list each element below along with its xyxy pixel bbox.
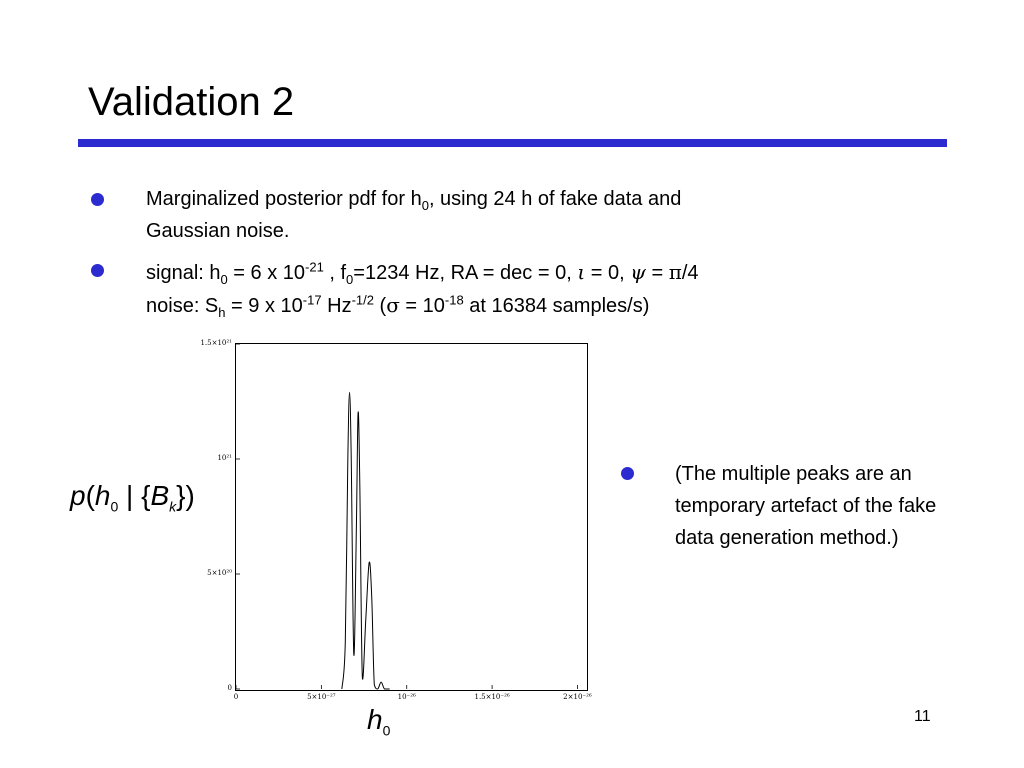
b2-signal-label: signal: h bbox=[146, 262, 221, 284]
b2-signal-exp: -21 bbox=[305, 259, 324, 275]
x-label-h-sub: 0 bbox=[382, 722, 391, 739]
b2-signal-sub: 0 bbox=[220, 272, 228, 287]
b2-f0-sub: 0 bbox=[346, 272, 354, 287]
y-label-p: p bbox=[70, 480, 86, 511]
b2-sigma-exp: -18 bbox=[444, 292, 464, 308]
b1-sub: 0 bbox=[421, 198, 429, 213]
b2-sigma-open: ( bbox=[373, 295, 387, 317]
b2-noise-sub: h bbox=[218, 305, 226, 320]
y-tick-label: 5×10²⁰ bbox=[207, 569, 232, 577]
y-label-B: B bbox=[150, 480, 170, 511]
b1-text-post: , using 24 h of fake data and bbox=[428, 188, 682, 210]
psi-symbol: ψ bbox=[630, 260, 646, 284]
b3-line2: temporary artefact of the fake bbox=[675, 495, 937, 517]
y-tick-label: 10²¹ bbox=[217, 454, 232, 462]
y-label-B-sub: k bbox=[169, 498, 177, 515]
x-tick-label: 10⁻²⁶ bbox=[397, 693, 416, 701]
y-tick-label: 1.5×10²¹ bbox=[200, 339, 232, 347]
x-tick-label: 0 bbox=[233, 693, 239, 701]
pi-symbol: π bbox=[668, 260, 682, 284]
b2-noise-exp: -17 bbox=[302, 292, 322, 308]
x-axis-label bbox=[367, 703, 390, 737]
b1-text-pre: Marginalized posterior pdf for h bbox=[146, 188, 422, 210]
page-number: 11 bbox=[914, 708, 931, 725]
b2-f0-post: =1234 Hz, RA = dec = 0, bbox=[353, 262, 578, 284]
iota-symbol: ι bbox=[577, 260, 586, 284]
b2-noise-unit: Hz bbox=[321, 295, 352, 317]
b2-signal-eq: = 6 x 10 bbox=[227, 262, 306, 284]
x-tick-label: 5×10⁻²⁷ bbox=[307, 693, 336, 701]
b2-pi-post: /4 bbox=[681, 262, 699, 284]
y-label-bar: | { bbox=[118, 480, 151, 511]
b1-line2: Gaussian noise. bbox=[146, 220, 290, 242]
x-tick-label: 2×10⁻²⁶ bbox=[563, 693, 592, 701]
y-label-h: h bbox=[94, 480, 111, 511]
y-label-h-sub: 0 bbox=[110, 498, 119, 515]
b2-noise-unit-exp: -1/2 bbox=[351, 292, 374, 308]
sigma-symbol: σ bbox=[386, 293, 400, 317]
series-line-0 bbox=[342, 392, 390, 689]
y-tick-label: 0 bbox=[227, 684, 232, 692]
b2-sigma-eq: = 10 bbox=[399, 295, 445, 317]
b2-noise-pre: noise: S bbox=[146, 295, 219, 317]
b2-f0-pre: , f bbox=[323, 262, 347, 284]
slide-title: Validation 2 bbox=[88, 80, 295, 124]
b2-noise-eq: = 9 x 10 bbox=[225, 295, 303, 317]
y-label-open: ( bbox=[85, 480, 95, 511]
x-tick-label: 1.5×10⁻²⁶ bbox=[474, 693, 510, 701]
b3-line3: data generation method.) bbox=[675, 527, 899, 549]
b2-iota-post: = 0, bbox=[585, 262, 631, 284]
b3-line1: (The multiple peaks are an bbox=[675, 463, 912, 485]
b2-psi-eq: = bbox=[645, 262, 669, 284]
b2-sigma-post: at 16384 samples/s) bbox=[463, 295, 650, 317]
x-label-h: h bbox=[367, 704, 383, 735]
y-label-close: }) bbox=[176, 480, 195, 511]
